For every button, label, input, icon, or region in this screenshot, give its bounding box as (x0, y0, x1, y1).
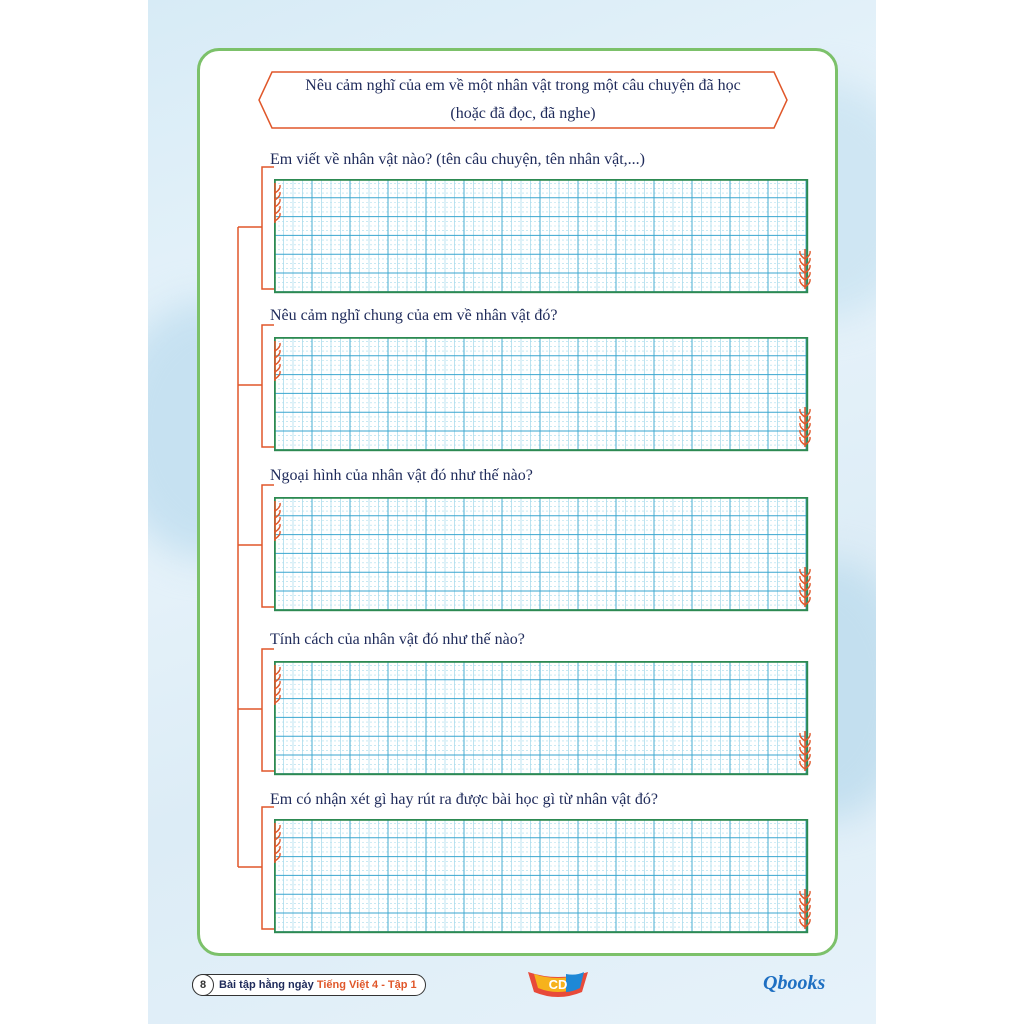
grid-lines (274, 661, 818, 779)
leaf-decoration-icon (800, 249, 810, 289)
branch-connector (238, 325, 274, 447)
answer-grid-3[interactable] (274, 497, 808, 611)
question-5-label: Em có nhận xét gì hay rút ra được bài học gì từ nhân vật đó? (270, 791, 658, 808)
page-number: 8 (192, 974, 214, 996)
cd-logo-icon (526, 968, 590, 1002)
leaf-decoration-icon (800, 889, 810, 929)
grid-lines (274, 179, 818, 297)
book-subject: Tiếng Việt 4 - Tập 1 (316, 979, 417, 991)
publisher-name: Qbooks (763, 972, 826, 994)
book-title-pill (192, 974, 426, 996)
leaf-decoration-icon (800, 731, 810, 771)
answer-grid-1[interactable] (274, 179, 808, 293)
title-line-1: Nêu cảm nghĩ của em về một nhân vật trong một câu chuyện đã học (305, 77, 741, 94)
answer-grid-2[interactable] (274, 337, 808, 451)
question-3-label: Ngoại hình của nhân vật đó như thế nào? (270, 467, 533, 484)
grid-lines (274, 497, 818, 615)
branch-connector (238, 167, 274, 289)
question-4-label: Tính cách của nhân vật đó như thế nào? (270, 631, 525, 648)
cd-logo-text: CD (548, 977, 568, 992)
question-1-label: Em viết về nhân vật nào? (tên câu chuyện, tên nhân vật,...) (270, 151, 645, 168)
question-2-label: Nêu cảm nghĩ chung của em về nhân vật đó? (270, 307, 558, 324)
grid-lines (274, 819, 818, 937)
grid-lines (274, 337, 818, 455)
leaf-decoration-icon (800, 407, 810, 447)
worksheet-card (197, 48, 838, 956)
branch-connector (238, 807, 274, 929)
book-prefix: Bài tập hằng ngày (219, 979, 314, 991)
answer-grid-5[interactable] (274, 819, 808, 933)
answer-grid-4[interactable] (274, 661, 808, 775)
leaf-decoration-icon (800, 567, 810, 607)
branch-connector (238, 649, 274, 771)
page-footer (148, 966, 876, 1006)
title-line-2: (hoặc đã đọc, đã nghe) (450, 105, 596, 122)
workbook-page (148, 0, 876, 1024)
branch-connector (238, 485, 274, 607)
publisher-logo (763, 972, 825, 995)
